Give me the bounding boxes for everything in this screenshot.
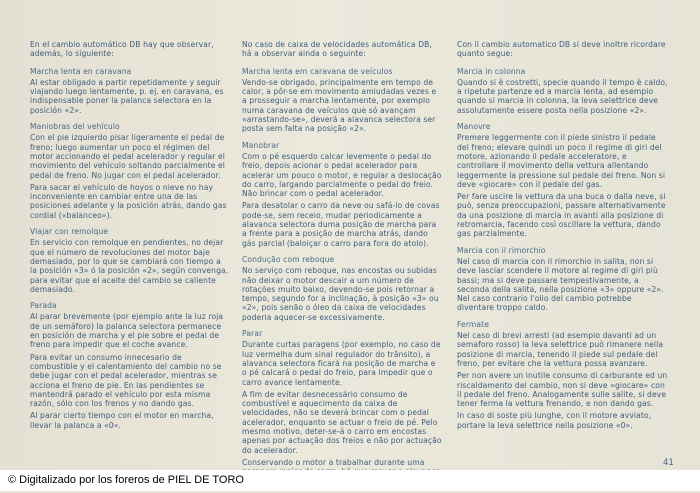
section-paragraph: Nel caso di brevi arresti (ad esempio davanti ad un semaforo rosso) la leva selettrice può rimanere nella posizione di marcia, tenendo il piede sul pedale del freno, per evitare che la vettura possa avanzare.	[457, 331, 664, 368]
section	[30, 227, 230, 294]
section	[30, 67, 230, 115]
section-heading: Marcha lenta en caravana	[30, 66, 132, 76]
section-heading: Marcia con il rimorchio	[457, 245, 546, 255]
section-paragraph: Al estar obligado a partir repetidamente y seguir viajando luego lentamente, p. ej. en caravana, es indispensable poner la palanca selectora en la posición «2».	[30, 77, 224, 115]
section	[30, 301, 230, 430]
section-paragraph: Vendo-se obrigado, principalmente em tempo de calor, a pôr-se em movimento amiudadas vezes e a prosseguir a marcha lentamente, por exemplo numa caravana de veículos que só avançam «arrastando-se», deverá a alavanca selectora ser posta sem falta na posição «2».	[242, 77, 437, 134]
section-heading: Manovre	[457, 122, 491, 132]
section-paragraph: Nel caso di marcia con il rimorchio in salita, non si deve lasciar scendere il motore al regime di giri più bassi; ma si deve passare tempestivamente, a seconda della salita, nella posizione «3» oppure «2». Nel caso contrario l'olio del cambio potrebbe diventare troppo caldo.	[457, 256, 664, 313]
section-paragraph: Per fare uscire la vettura da una buca o dalla neve, si può, senza preoccupazioni, passare alternativamente da una posizione di marcia in avanti alla posizione di retromarcia, facendo così oscillare la vettura, dando gas parzialmente.	[457, 192, 666, 239]
section-paragraph: Para desatolar o carro da neve ou safá-lo de covas pode-se, sem receio, mudar periodicamente a alavanca selectora duma posição de marcha para a frente para a posição de marcha atrás, dando gás parcial (baloiçar o carro para fora do atolo).	[242, 201, 440, 248]
page-number: 41	[663, 458, 674, 468]
section-paragraph: Con el pie izquierdo pisar ligeramente el pedal de freno; luego aumentar un poco el régimen del motor accionando el pedal acelerador y regular el movimiento del vehículo soltando parcialmente el pedal de freno. No jugar con el pedal acelerador.	[30, 133, 226, 180]
section-paragraph: Quando si è costretti, specie quando il tempo è caldo, a ripetute partenze ed a marcia lenta, ad esempio quando si marcia in colonna, la leva selettrice deve assolutamente essere posta nella posizione «2».	[457, 77, 668, 115]
column-intro: En el cambio automático DB hay que observar, además, lo siguiente:	[30, 40, 214, 59]
section	[457, 246, 669, 313]
column-italian	[457, 40, 669, 437]
section-paragraph: Para sacar el vehículo de hoyos o nieve no hay inconveniente en cambiar entre una de las posiciones adelante y la posición atrás, dando gas cordial («balanceo»).	[30, 182, 227, 220]
section-heading: Maniobras del vehículo	[30, 122, 120, 132]
section-heading: Marcia in colonna	[457, 66, 526, 76]
section-paragraph: En servicio con remolque en pendientes, no dejar que el número de revoluciones del motor baje demasiado, por lo que se cambiará con tiempo a la posición «3» ó la posición «2», según convenga, para evitar que el aceite del cambio se caliente demasiado.	[30, 238, 229, 294]
column-intro: No caso de caixa de velocidades automática DB, há a observar ainda o seguinte:	[242, 40, 432, 59]
column-portuguese	[242, 40, 442, 493]
section-heading: Marcha lenta em caravana de veículos	[242, 66, 393, 76]
section-heading: Manobrar	[242, 140, 280, 150]
column-spanish	[30, 40, 230, 437]
section-paragraph: In caso di soste più lunghe, con il motore avviato, portare la leva selettrice nella posizione «0».	[457, 411, 652, 430]
section-paragraph: No serviço com reboque, nas encostas ou subidas não deixar o motor descair a um número de rotações muito baixo, devendo-se pois retornar a tempo, segundo for a inclinação, à posição «3» ou «2», pois senão o óleo da caixa de velocidades poderia aquecer-se excessivamente.	[242, 266, 439, 322]
section-heading: Parada	[30, 301, 57, 311]
section-heading: Condução com reboque	[242, 254, 335, 264]
column-intro: Con il cambio automatico DB si deve inoltre ricordare quanto segue:	[457, 40, 666, 59]
section	[242, 141, 442, 248]
section-paragraph: A fim de evitar desnecessário consumo de combustível e aquecimento da caixa de velocidades, não se deverá brincar com o pedal acelerador, enquanto se actuar o freio de pé. Pelo mesmo motivo, deter-se-á o carro em encostas apenas por actuação dos freios e não por actuação do acelerador.	[242, 389, 442, 455]
section-paragraph: Al parar cierto tiempo con el motor en marcha, llevar la palanca a «0».	[30, 411, 214, 430]
section-paragraph: Com o pé esquerdo calcar levemente o pedal do freio, depois acionar o pedal acelerador para acelerar um pouco o motor, e regular a deslocação do carro, largando parcialmente o pedal do freio. Não brincar com o pedal acelerador.	[242, 151, 442, 199]
section	[457, 122, 669, 239]
section-paragraph: Premere leggermente con il piede sinistro il pedale del freno; elevare quindi un poco il regime di giri del motore, azionando il pedale acceleratore, e controllare il movimento della vettura allentando leggermente la pressione sul pedale del freno. Non si deve «giocare» con il pedale del gas.	[457, 133, 666, 189]
section-paragraph: Para evitar un consumo innecesario de combustible y el calentamiento del cambio no se debe jugar con el pedal acelerador, mientras se acciona el freno de pie. En las pendientes se mantendrá parado el vehículo por esta misma razón, sólo con los frenos y no dando gas.	[30, 352, 222, 409]
section-paragraph: Per non avere un inutile consumo di carburante ed un riscaldamento del cambio, non si deve «giocare» con il pedale del freno. Analogamente sulle salite, si deve tener ferma la vettura frenando, e non dando gas.	[457, 371, 668, 409]
section	[242, 67, 442, 134]
section	[242, 255, 442, 322]
footer-credit: © Digitalizado por los foreros de PIEL DE TORO	[8, 474, 244, 486]
section-heading: Parar	[242, 329, 263, 339]
section-heading: Fermate	[457, 319, 490, 329]
section	[30, 122, 230, 220]
section-paragraph: Conservando o motor a trabalhar durante uma	[242, 457, 425, 467]
section-paragraph: Al parar brevemente (por ejemplo ante la luz roja de un semáforo) la palanca selectora permanece en posición de marcha y el pie sobre el pedal de freno para impedir que el coche avance.	[30, 312, 224, 350]
section	[457, 67, 669, 115]
section	[242, 329, 442, 486]
section-paragraph: Durante curtas paragens (por exemplo, no caso de luz vermelha dum sinal regulador do trânsito), a alavanca selectora ficará na posição de marcha e o pé calcará o pedal do freio, para impedir que o carro avance lentamente.	[242, 340, 441, 387]
section-heading: Viajar con remolque	[30, 227, 109, 237]
section	[457, 320, 669, 430]
